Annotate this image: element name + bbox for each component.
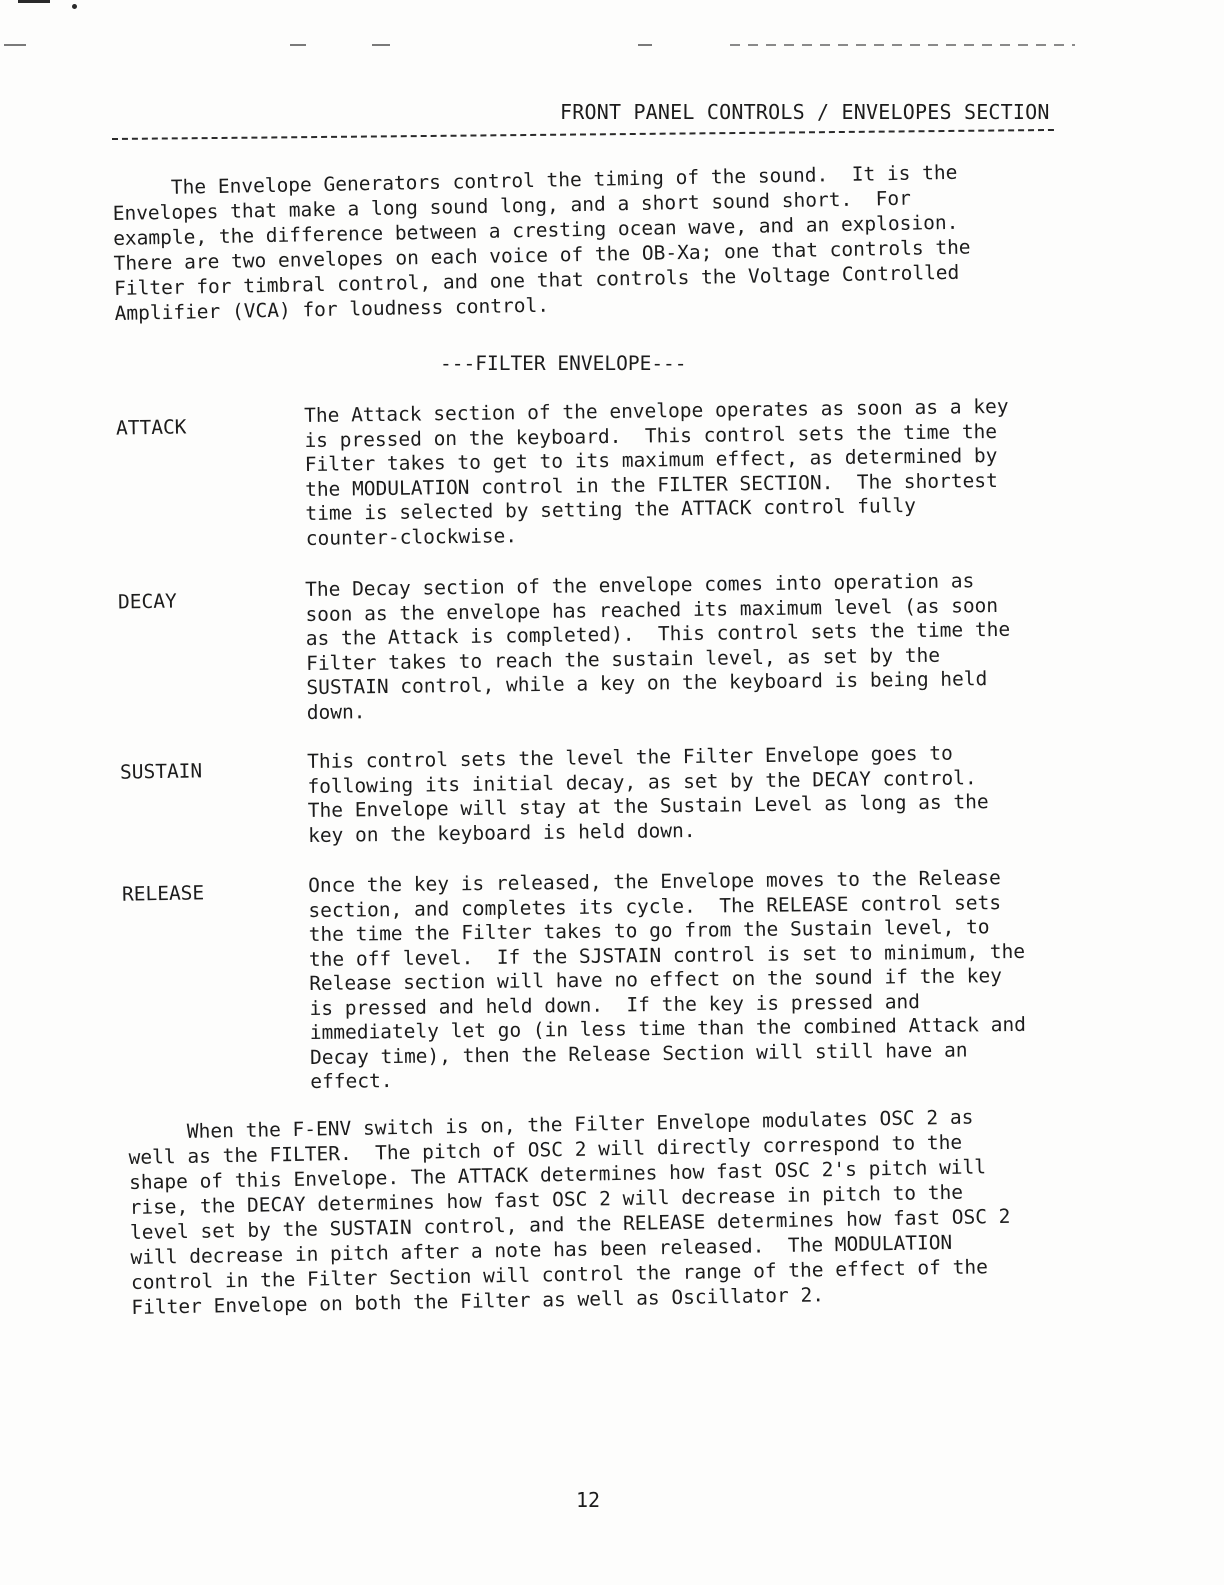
- header-divider: [112, 129, 1054, 140]
- scan-artifact-dash: [4, 44, 26, 46]
- release-term: RELEASE: [121, 881, 205, 906]
- sustain-term: SUSTAIN: [119, 759, 203, 784]
- filter-envelope-heading: ---FILTER ENVELOPE---: [440, 352, 687, 375]
- decay-description: The Decay section of the envelope comes into operation as soon as the envelope has reached its maximum level (as soon as the Attack is completed). This control sets the time the Filter takes to reach the sustain level, as set by the SUSTAIN control, while a key on the keyboard is being held down.: [305, 569, 1011, 724]
- decay-term: DECAY: [117, 589, 177, 614]
- intro-paragraph: The Envelope Generators control the timing of the sound. It is the Envelopes that make a long sound long, and a short sound short. For example, the difference between a cresting ocean wave, and an explosion. There are two envelopes on each voice of the OB-Xa; one that controls the Filter for timbral control, and one that controls the Voltage Controlled Amplifier (VCA) for loudness control.: [112, 160, 971, 325]
- scan-artifact-dash: [730, 44, 1075, 46]
- page-number: 12: [576, 1488, 601, 1512]
- sustain-description: This control sets the level the Filter Envelope goes to following its initial decay, as set by the DECAY control. The Envelope will stay at the Sustain Level as long as the key on the keyboard is held down.: [307, 741, 989, 847]
- page-header-title: FRONT PANEL CONTROLS / ENVELOPES SECTION: [560, 100, 1050, 124]
- attack-description: The Attack section of the envelope operates as soon as a key is pressed on the keyboard. This control sets the time the Filter takes to get to its maximum effect, as determined by the MODULATION control in the FILTER SECTION. The shortest time is selected by setting the ATTACK control fully counter-clockwise.: [304, 394, 1009, 550]
- closing-paragraph: When the F-ENV switch is on, the Filter Envelope modulates OSC 2 as well as the FILTER. The pitch of OSC 2 will directly correspond to the shape of this Envelope. The ATTACK determines how fast OSC 2's pitch will rise, the DECAY determines how fast OSC 2 will decrease in pitch to the level set by the SUSTAIN control, and the RELEASE determines how fast OSC 2 will decrease in pitch after a note has been released. The MODULATION control in the Filter Section will control the range of the effect of the Filter Envelope on both the Filter as well as Oscillator 2.: [128, 1105, 1011, 1319]
- scan-artifact-dash: [372, 44, 390, 46]
- release-description: Once the key is released, the Envelope moves to the Release section, and completes its cycle. The RELEASE control sets the time the Filter takes to go from the Sustain level, to the off level. If the SJSTAIN control is set to minimum, the Release section will have no effect on the sound if the key is pressed and held down. If the key is pressed and immediately let go (in less time than the combined Attack and Decay time), then the Release Section will still have an effect.: [308, 866, 1027, 1093]
- scan-artifact-bar: [18, 0, 50, 3]
- scan-artifact-dash: [638, 44, 652, 46]
- scan-artifact-dot: [72, 4, 77, 9]
- scan-artifact-dash: [290, 44, 306, 46]
- attack-term: ATTACK: [115, 415, 187, 440]
